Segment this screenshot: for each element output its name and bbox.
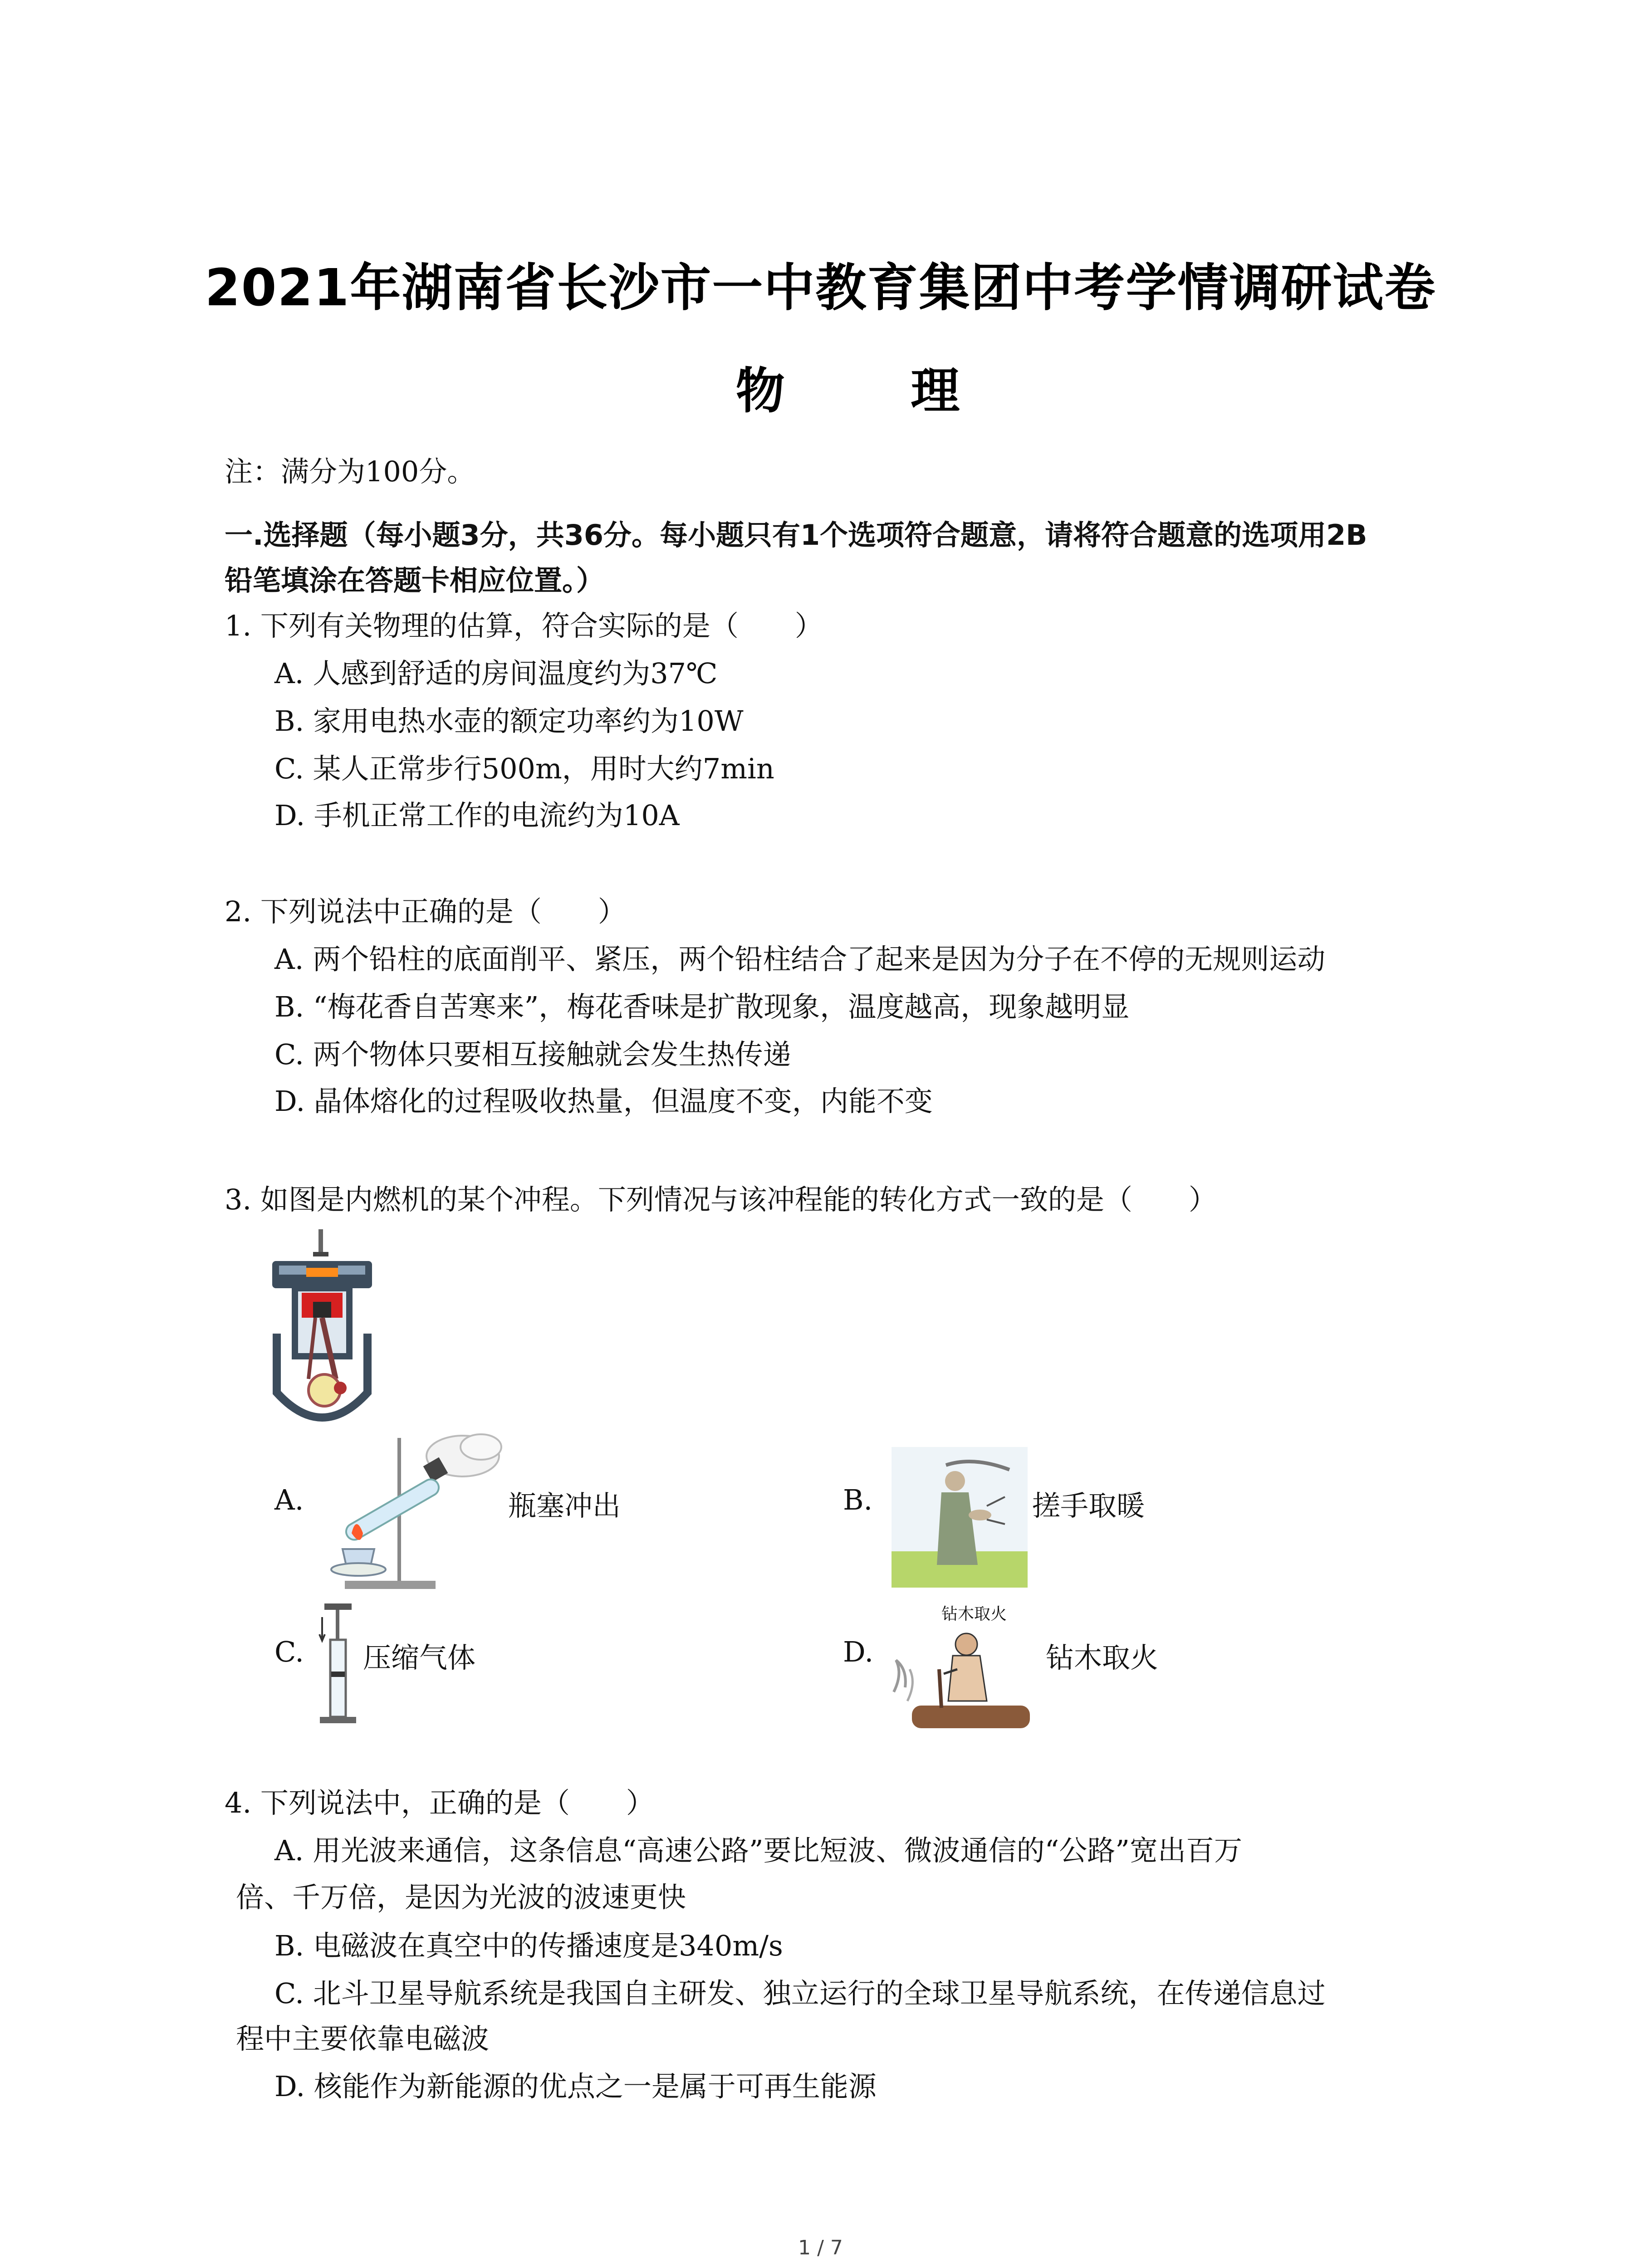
question-4-option-d: D. 核能作为新能源的优点之一是属于可再生能源 [274, 2070, 877, 2103]
question-2-option-d: D. 晶体熔化的过程吸收热量，但温度不变，内能不变 [274, 1085, 933, 1118]
question-1-stem: 1. 下列有关物理的估算，符合实际的是（ ） [225, 609, 823, 642]
question-1-option-b: B. 家用电热水壶的额定功率约为10W [274, 704, 744, 738]
question-3-stem: 3. 如图是内燃机的某个冲程。下列情况与该冲程能的转化方式一致的是（ ） [225, 1183, 1217, 1216]
page-number: 1 / 7 [798, 2236, 843, 2259]
section-heading-line1: 一.选择题（每小题3分，共36分。每小题只有1个选项符合题意，请将符合题意的选项用2B [225, 518, 1367, 552]
question-4-option-c-line1: C. 北斗卫星导航系统是我国自主研发、独立运行的全球卫星导航系统，在传递信息过 [274, 1977, 1326, 2010]
rubbing-hands-figure [892, 1447, 1028, 1588]
question-3-option-d-letter: D. [843, 1635, 874, 1668]
question-3-option-a-letter: A. [274, 1483, 304, 1516]
question-3-option-c-caption: 压缩气体 [363, 1641, 476, 1674]
section-heading-line2: 铅笔填涂在答题卡相应位置。） [225, 564, 605, 597]
question-3-option-b-letter: B. [843, 1483, 873, 1516]
question-3-option-d-image-label: 钻木取火 [941, 1605, 1007, 1623]
question-4-stem: 4. 下列说法中，正确的是（ ） [225, 1786, 654, 1819]
test-tube-cork-figure [318, 1433, 508, 1597]
question-1-option-d: D. 手机正常工作的电流约为10A [274, 799, 680, 832]
question-2-option-b: B. “梅花香自苦寒来”，梅花香味是扩散现象，温度越高，现象越明显 [274, 990, 1130, 1023]
engine-stroke-figure [268, 1229, 377, 1433]
question-3-option-c-letter: C. [274, 1635, 304, 1668]
drill-wood-fire-figure [889, 1624, 1034, 1733]
question-3-option-d-caption: 钻木取火 [1046, 1641, 1159, 1674]
question-4-option-b: B. 电磁波在真空中的传播速度是340m/s [274, 1929, 783, 1962]
question-1-option-c: C. 某人正常步行500m，用时大约7min [274, 752, 774, 785]
question-1-option-a: A. 人感到舒适的房间温度约为37℃ [274, 657, 718, 690]
score-note: 注：满分为100分。 [225, 455, 475, 488]
question-3-option-a-caption: 瓶塞冲出 [508, 1489, 621, 1522]
question-2-option-c: C. 两个物体只要相互接触就会发生热传递 [274, 1038, 791, 1071]
exam-title: 2021年湖南省长沙市一中教育集团中考学情调研试卷 [205, 259, 1436, 318]
question-3-option-b-caption: 搓手取暖 [1032, 1489, 1145, 1522]
question-4-option-c-line2: 程中主要依靠电磁波 [236, 2022, 490, 2055]
subject-title: 物 理 [735, 363, 1014, 420]
compress-gas-figure [313, 1603, 363, 1730]
question-2-stem: 2. 下列说法中正确的是（ ） [225, 895, 626, 928]
question-4-option-a-line1: A. 用光波来通信，这条信息“高速公路”要比短波、微波通信的“公路”宽出百万 [274, 1834, 1242, 1867]
question-2-option-a: A. 两个铅柱的底面削平、紧压，两个铅柱结合了起来是因为分子在不停的无规则运动 [274, 943, 1326, 976]
question-4-option-a-line2: 倍、千万倍，是因为光波的波速更快 [236, 1881, 686, 1914]
